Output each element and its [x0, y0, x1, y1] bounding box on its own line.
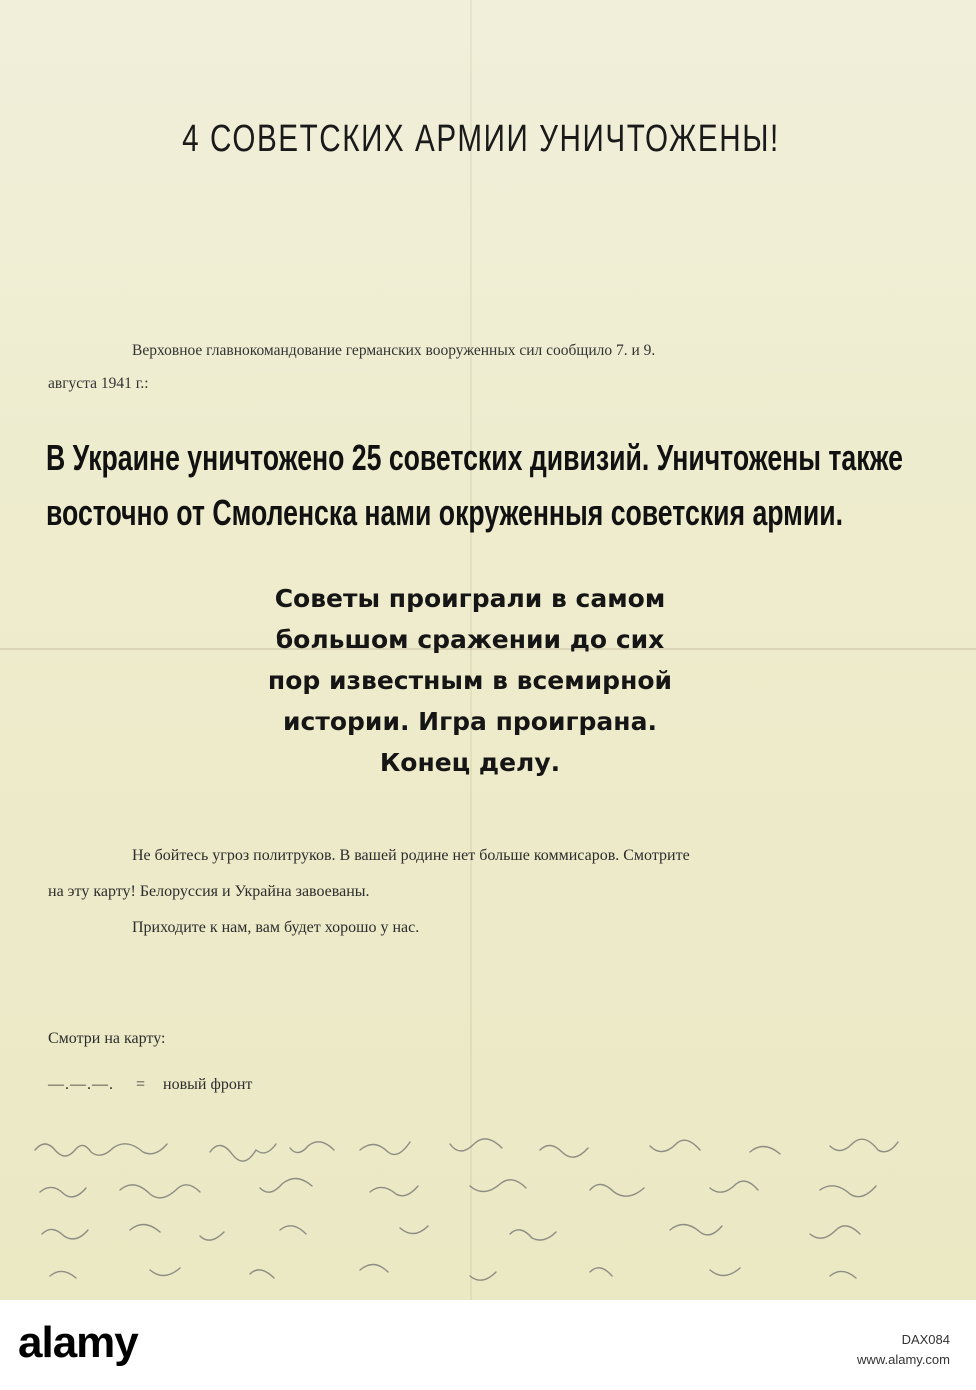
watermark-url: www.alamy.com — [857, 1352, 950, 1367]
map-label: Смотри на карту: — [48, 1030, 166, 1047]
center-line-4: истории. Игра проиграна. — [283, 707, 657, 736]
handwritten-notes — [30, 1130, 960, 1295]
alamy-logo: alamy — [18, 1318, 138, 1367]
appeal-line-1: Не бойтесь угроз политруков. В вашей родине нет больше коммисаров. Смотрите — [132, 847, 690, 864]
center-line-2: большом сражении до сих — [275, 625, 665, 654]
legend-text: новый фронт — [163, 1076, 253, 1093]
intro-line-2: августа 1941 г.: — [48, 375, 149, 392]
appeal-line-2: на эту карту! Белоруссия и Украйна завоеваны. — [48, 883, 370, 900]
center-line-5: Конец делу. — [379, 748, 561, 777]
center-line-1: Советы проиграли в самом — [274, 584, 666, 613]
appeal-line-3: Приходите к нам, вам будет хорошо у нас. — [132, 919, 420, 936]
intro-paragraph — [48, 334, 908, 400]
center-line-3: пор известным в всемирной — [267, 666, 673, 695]
map-legend — [48, 1076, 252, 1094]
legend-symbol: —.—.—. — [48, 1076, 114, 1093]
appeal-paragraph — [48, 838, 918, 946]
center-statement — [250, 578, 690, 783]
headline-line-1: В Украине уничтожено 25 советских дивизий. Уничтожены также — [46, 437, 903, 478]
intro-line-1: Верховное главнокомандование германских вооруженных сил сообщило 7. и 9. — [132, 342, 656, 359]
leaflet-title: 4 СОВЕТСКИХ АРМИИ УНИЧТОЖЕНЫ! — [182, 118, 780, 160]
watermark-bar — [0, 1300, 976, 1390]
legend-equals: = — [136, 1076, 146, 1093]
headline — [46, 430, 904, 540]
headline-line-2: восточно от Смоленска нами окруженныя советския армии. — [46, 492, 844, 533]
image-id-code: DAX084 — [901, 1332, 950, 1347]
